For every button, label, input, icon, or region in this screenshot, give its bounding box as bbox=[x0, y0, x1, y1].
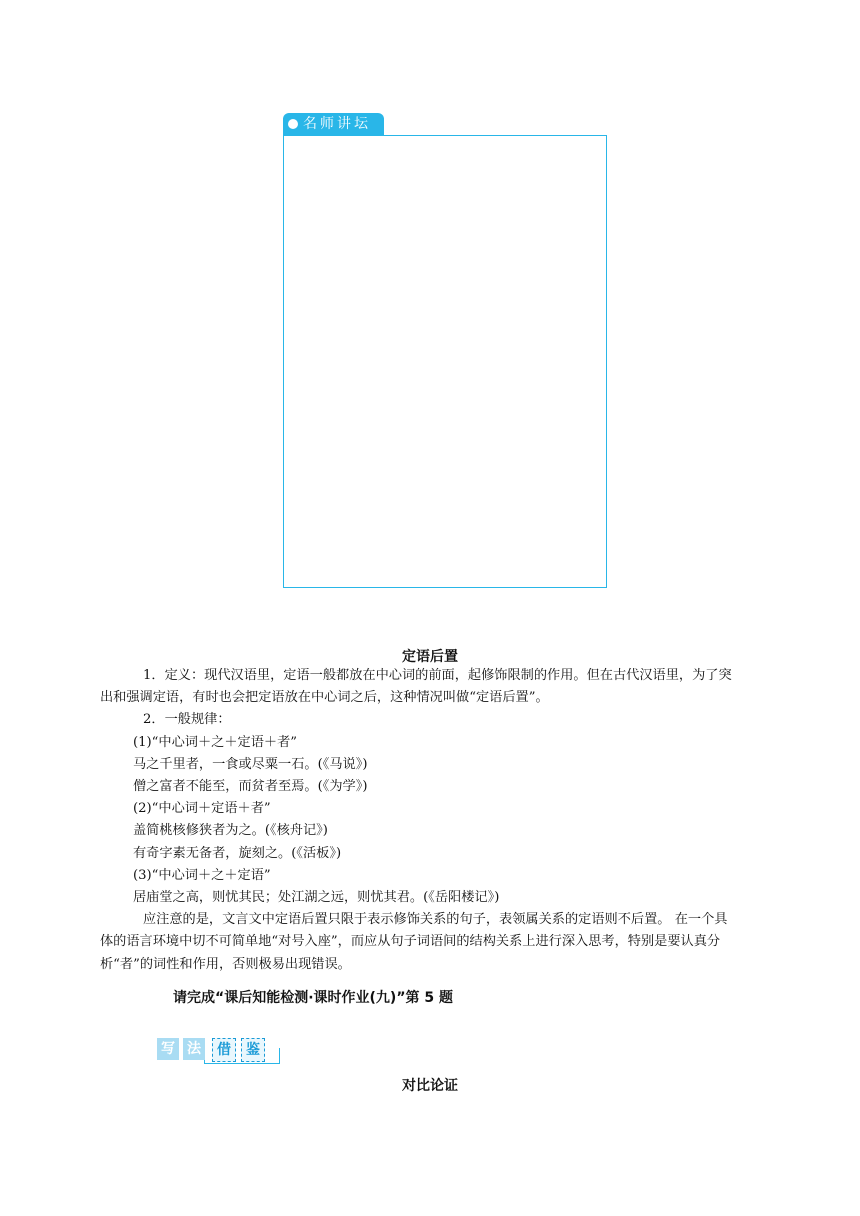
badge-char: 法 bbox=[183, 1038, 205, 1060]
example-1b: 僧之富者不能至，而贫者至焉。(《为学》) bbox=[133, 779, 368, 795]
rule-1: (1)“中心词＋之＋定语＋者” bbox=[133, 734, 298, 750]
paragraph-definition: 1．定义：现代汉语里，定语一般都放在中心词的前面，起修饰限制的作用。但在古代汉语里，为了突出和强调定语，有时也会把定语放在中心词之后，这种情况叫做“定语后置”。 bbox=[100, 668, 732, 706]
video-panel[interactable] bbox=[283, 135, 607, 588]
section-title-attributive: 定语后置 bbox=[402, 649, 458, 665]
example-3a: 居庙堂之高，则忧其民；处江湖之远，则忧其君。(《岳阳楼记》) bbox=[133, 890, 500, 906]
section-title-contrast: 对比论证 bbox=[402, 1078, 458, 1094]
paragraph-rules-heading: 2．一般规律： bbox=[143, 712, 231, 728]
section-body bbox=[100, 665, 739, 976]
badge-char: 借 bbox=[212, 1038, 236, 1062]
video-tab-label: 名师讲坛 bbox=[303, 116, 371, 132]
example-1a: 马之千里者，一食或尽粟一石。(《马说》) bbox=[133, 756, 368, 772]
badge-char: 写 bbox=[157, 1038, 179, 1060]
rule-2: (2)“中心词＋定语＋者” bbox=[133, 801, 271, 817]
writing-badge bbox=[157, 1037, 279, 1065]
badge-char: 鉴 bbox=[241, 1038, 265, 1062]
example-2b: 有奇字素无备者，旋刻之。(《活板》) bbox=[133, 845, 342, 861]
task-reference: 请完成“课后知能检测·课时作业(九)”第 5 题 bbox=[173, 990, 454, 1006]
paragraph-note: 应注意的是，文言文中定语后置只限于表示修饰关系的句子，表领属关系的定语则不后置。 在一个具体的语言环境中切不可简单地“对号入座”，而应从句子词语间的结构关系上进行深入思考，特别是要认真分析“者”的词性和作用，否则极易出现错误。 bbox=[100, 912, 728, 972]
video-tab bbox=[283, 113, 384, 135]
example-2a: 盖简桃核修狭者为之。(《核舟记》) bbox=[133, 823, 328, 839]
bullet-dot-icon bbox=[288, 119, 298, 129]
rule-3: (3)“中心词＋之＋定语” bbox=[133, 867, 271, 883]
